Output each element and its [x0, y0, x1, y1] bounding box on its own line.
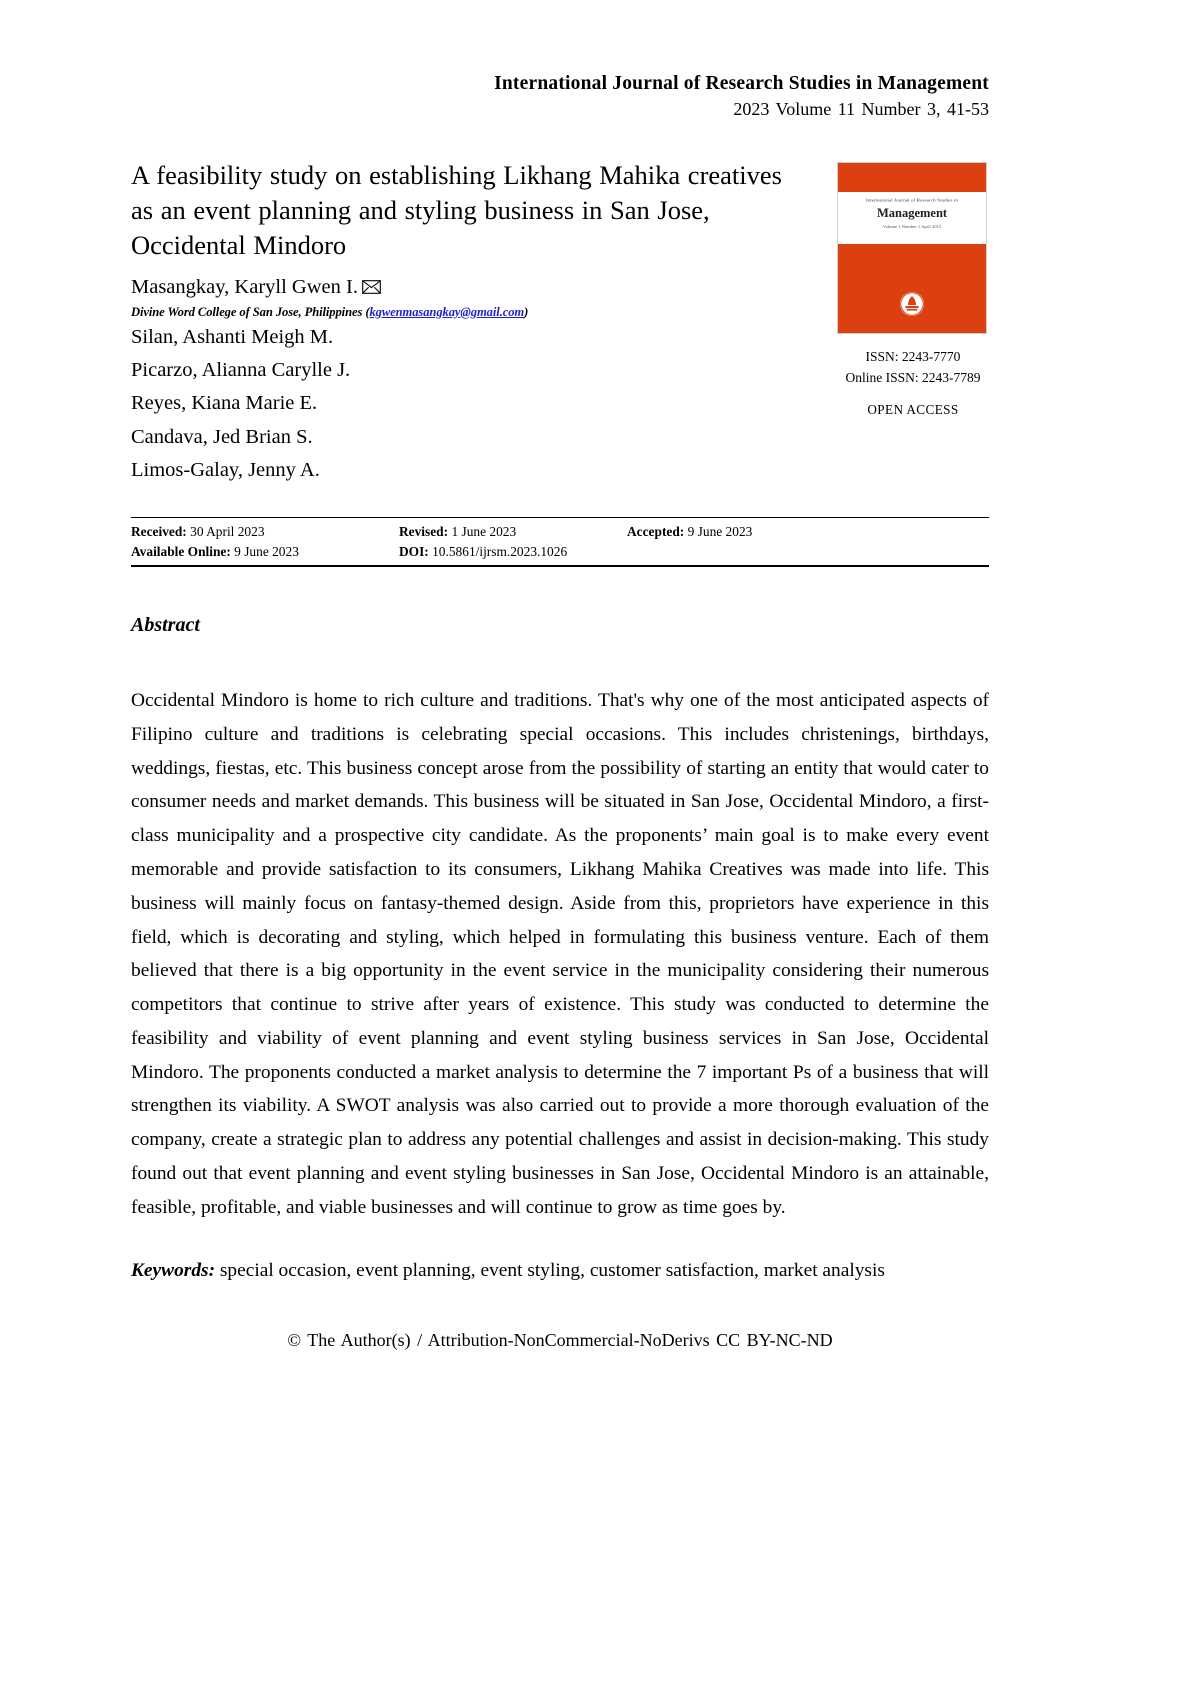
affiliation-institution: Divine Word College of San Jose, Philippines — [131, 304, 363, 319]
abstract-body: Occidental Mindoro is home to rich culture and traditions. That's why one of the most anticipated aspects of Filipino culture and traditions is celebrating special occasions. This includes christenings, birthdays, weddings, fiestas, etc. This business concept arose from the possibility of starting an entity that would cater to consumer needs and market demands. This business will be situated in San Jose, Occidental Mindoro, a first-class municipality and a prospective city candidate. As the proponents’ main goal is to make every event memorable and provide satisfaction to its consumers, Likhang Mahika Creatives was made into life. This business will mainly focus on fantasy-themed design. Aside from this, proprietors have experience in this field, which is decorating and styling, which helped in formulating this business venture. Each of them believed that there is a big opportunity in the event service in the municipality considering their numerous competitors that continue to strive after years of existence. This study was conducted to determine the feasibility and viability of event planning and event styling business services in San Jose, Occidental Mindoro. The proponents conducted a market analysis to determine the 7 important Ps of a business that will strengthen its viability. A SWOT analysis was also carried out to provide a more thorough evaluation of the company, create a strategic plan to address any potential challenges and assist in decision-making. This study found out that event planning and event styling businesses in San Jose, Occidental Mindoro is an attainable, feasible, profitable, and viable businesses and will continue to grow as time goes by. — [131, 690, 989, 1218]
journal-cover-thumbnail — [837, 162, 987, 334]
author-2: Silan, Ashanti Meigh M. — [131, 325, 334, 348]
author-4: Reyes, Kiana Marie E. — [131, 392, 318, 415]
doi-value: 10.5861/ijrsm.2023.1026 — [428, 544, 568, 560]
title-column — [131, 158, 791, 487]
author-name: Masangkay, Karyll Gwen I. — [131, 276, 358, 299]
open-access-badge: OPEN ACCESS — [867, 401, 959, 417]
journal-logo-icon — [899, 291, 925, 317]
journal-issue: 2023 Volume 11 Number 3, 41-53 — [733, 99, 989, 120]
author-list — [131, 271, 791, 487]
abstract-heading: Abstract — [131, 614, 200, 637]
accepted-label: Accepted: — [627, 523, 685, 539]
title-and-cover-row — [131, 158, 989, 487]
cover-title-band — [838, 192, 986, 244]
page-content — [131, 0, 989, 1351]
doi-label: DOI: — [399, 544, 429, 560]
author-3: Picarzo, Alianna Carylle J. — [131, 359, 351, 382]
dates-spacer — [627, 542, 989, 562]
dates-row-1 — [131, 522, 989, 542]
accepted-field — [627, 522, 989, 542]
paren-open: ( — [365, 304, 370, 319]
cover-band-volume-line: Volume 1 Number 1 April 2012 — [882, 223, 942, 229]
keywords-line — [131, 1254, 989, 1288]
revised-field — [399, 522, 627, 542]
received-field — [131, 522, 399, 542]
paren-close: ) — [524, 304, 529, 319]
revised-label: Revised: — [399, 523, 449, 539]
author-affiliation — [131, 304, 791, 320]
dates-row-2 — [131, 542, 989, 562]
publication-dates-bar — [131, 517, 989, 567]
author-5: Candava, Jed Brian S. — [131, 425, 313, 448]
issn-block — [837, 347, 989, 389]
available-online-value: 9 June 2023 — [230, 544, 299, 560]
issn-print: ISSN: 2243-7770 — [865, 348, 961, 364]
received-label: Received: — [131, 523, 187, 539]
issn-online: Online ISSN: 2243-7789 — [845, 369, 981, 385]
available-online-label: Available Online: — [131, 544, 231, 560]
page-title: A feasibility study on establishing Likhang Mahika creatives as an event planning and styling business in San Jose, Occidental Mindoro — [131, 159, 782, 261]
author-6: Limos-Galay, Jenny A. — [131, 458, 320, 481]
journal-header — [131, 0, 989, 122]
copyright-footer: © The Author(s) / Attribution-NonCommercial-NoDerivs CC BY-NC-ND — [287, 1330, 833, 1351]
keywords-value: special occasion, event planning, event styling, customer satisfaction, market analysis — [215, 1260, 885, 1282]
envelope-icon[interactable] — [362, 272, 381, 305]
revised-value: 1 June 2023 — [448, 523, 517, 539]
journal-name: International Journal of Research Studies in Management — [494, 73, 989, 94]
keywords-label: Keywords: — [131, 1260, 216, 1282]
cover-band-main-word: Management — [876, 205, 948, 220]
received-value: 30 April 2023 — [186, 523, 265, 539]
journal-cover-column — [837, 162, 989, 418]
available-online-field — [131, 542, 399, 562]
author-email-link[interactable]: kgwenmasangkay@gmail.com — [369, 304, 525, 319]
cover-band-journal-line: International Journal of Research Studies in — [865, 198, 958, 204]
accepted-value: 9 June 2023 — [684, 523, 753, 539]
author-corresponding — [131, 271, 791, 305]
doi-field — [399, 542, 627, 562]
